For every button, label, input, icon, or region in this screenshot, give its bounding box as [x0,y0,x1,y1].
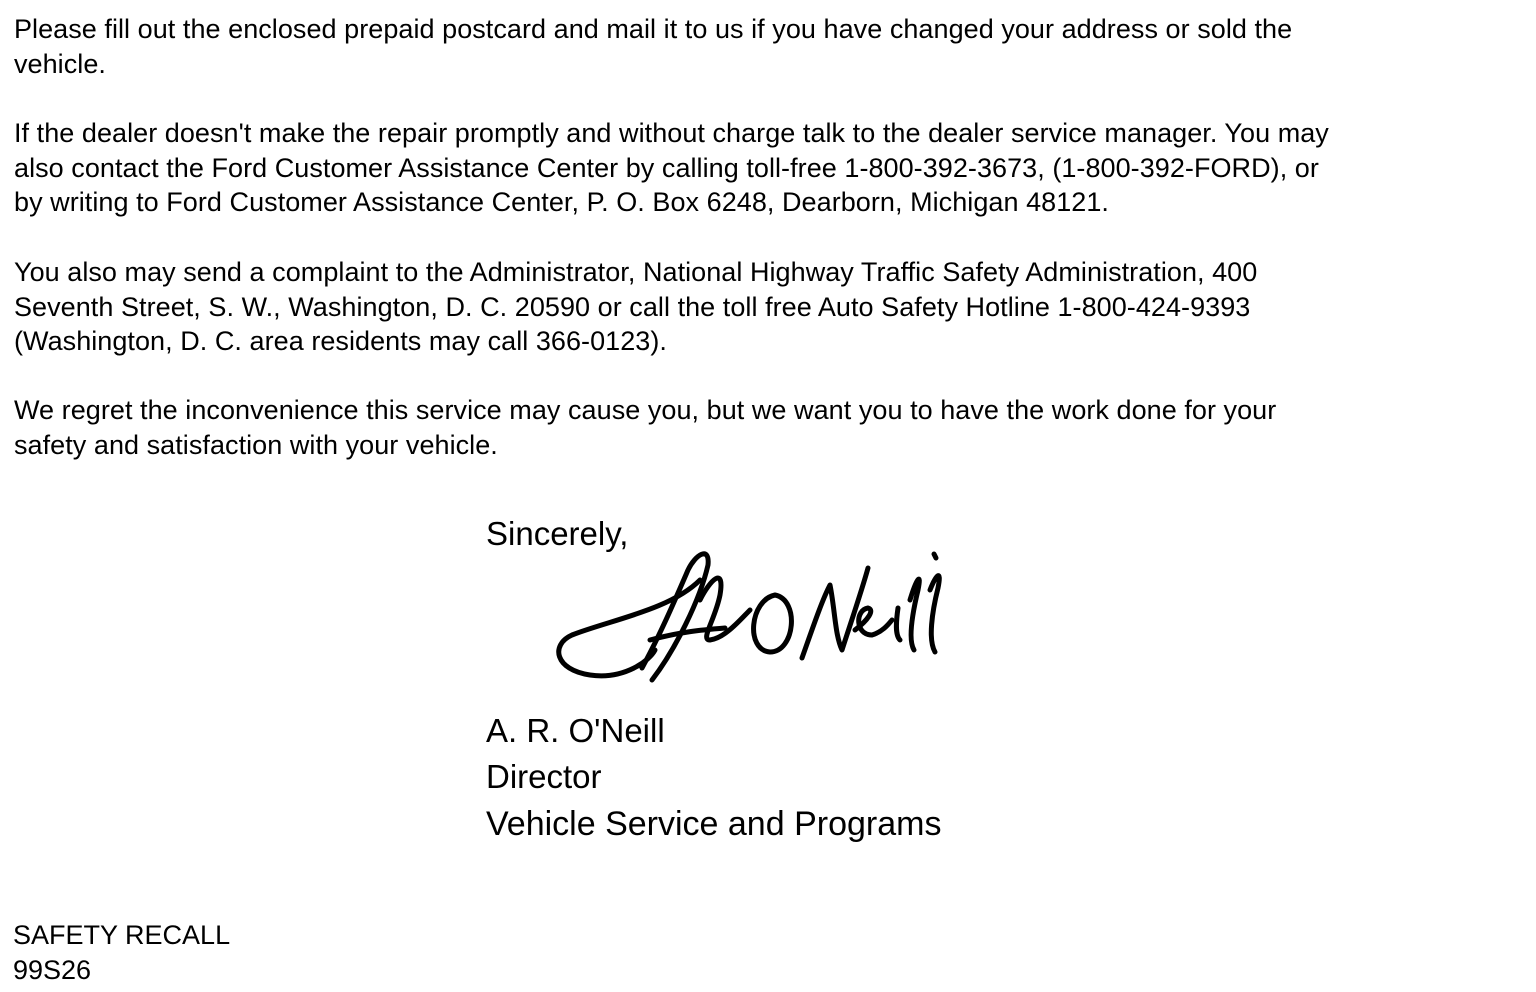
paragraph-nhtsa-complaint [14,255,1524,359]
closing-salutation: Sincerely, [486,515,629,552]
paragraph-line: Seventh Street, S. W., Washington, D. C. 20590 or call the toll free Auto Safety Hotline 1-800-424-9393 [14,291,1251,322]
paragraph-line: (Washington, D. C. area residents may call 366-0123). [14,326,667,356]
paragraph-regret [14,393,1524,462]
paragraph-line: Please fill out the enclosed prepaid postcard and mail it to us if you have changed your address or sold the [14,14,1293,44]
recall-number: 99S26 [13,955,92,985]
signer-title: Director [486,758,602,795]
paragraph-line: vehicle. [14,48,106,79]
paragraph-dealer-repair [14,116,1524,220]
paragraph-line: If the dealer doesn't make the repair promptly and without charge talk to the dealer service manager. You may [14,118,1329,148]
paragraph-line: safety and satisfaction with your vehicle. [14,429,498,460]
paragraph-line: also contact the Ford Customer Assistance Center by calling toll-free 1-800-392-3673, (1-800-392-FORD), or [14,152,1319,183]
paragraph-line: We regret the inconvenience this service may cause you, but we want you to have the work done for your [14,395,1277,425]
signer-department: Vehicle Service and Programs [486,805,942,843]
signer-name: A. R. O'Neill [486,712,665,749]
paragraph-line: You also may send a complaint to the Administrator, National Highway Traffic Safety Administration, 400 [14,257,1258,287]
recall-label: SAFETY RECALL [13,920,231,950]
paragraph-change-address [14,12,1524,81]
signature-icon [550,540,950,690]
paragraph-line: by writing to Ford Customer Assistance Center, P. O. Box 6248, Dearborn, Michigan 48121. [14,187,1109,217]
